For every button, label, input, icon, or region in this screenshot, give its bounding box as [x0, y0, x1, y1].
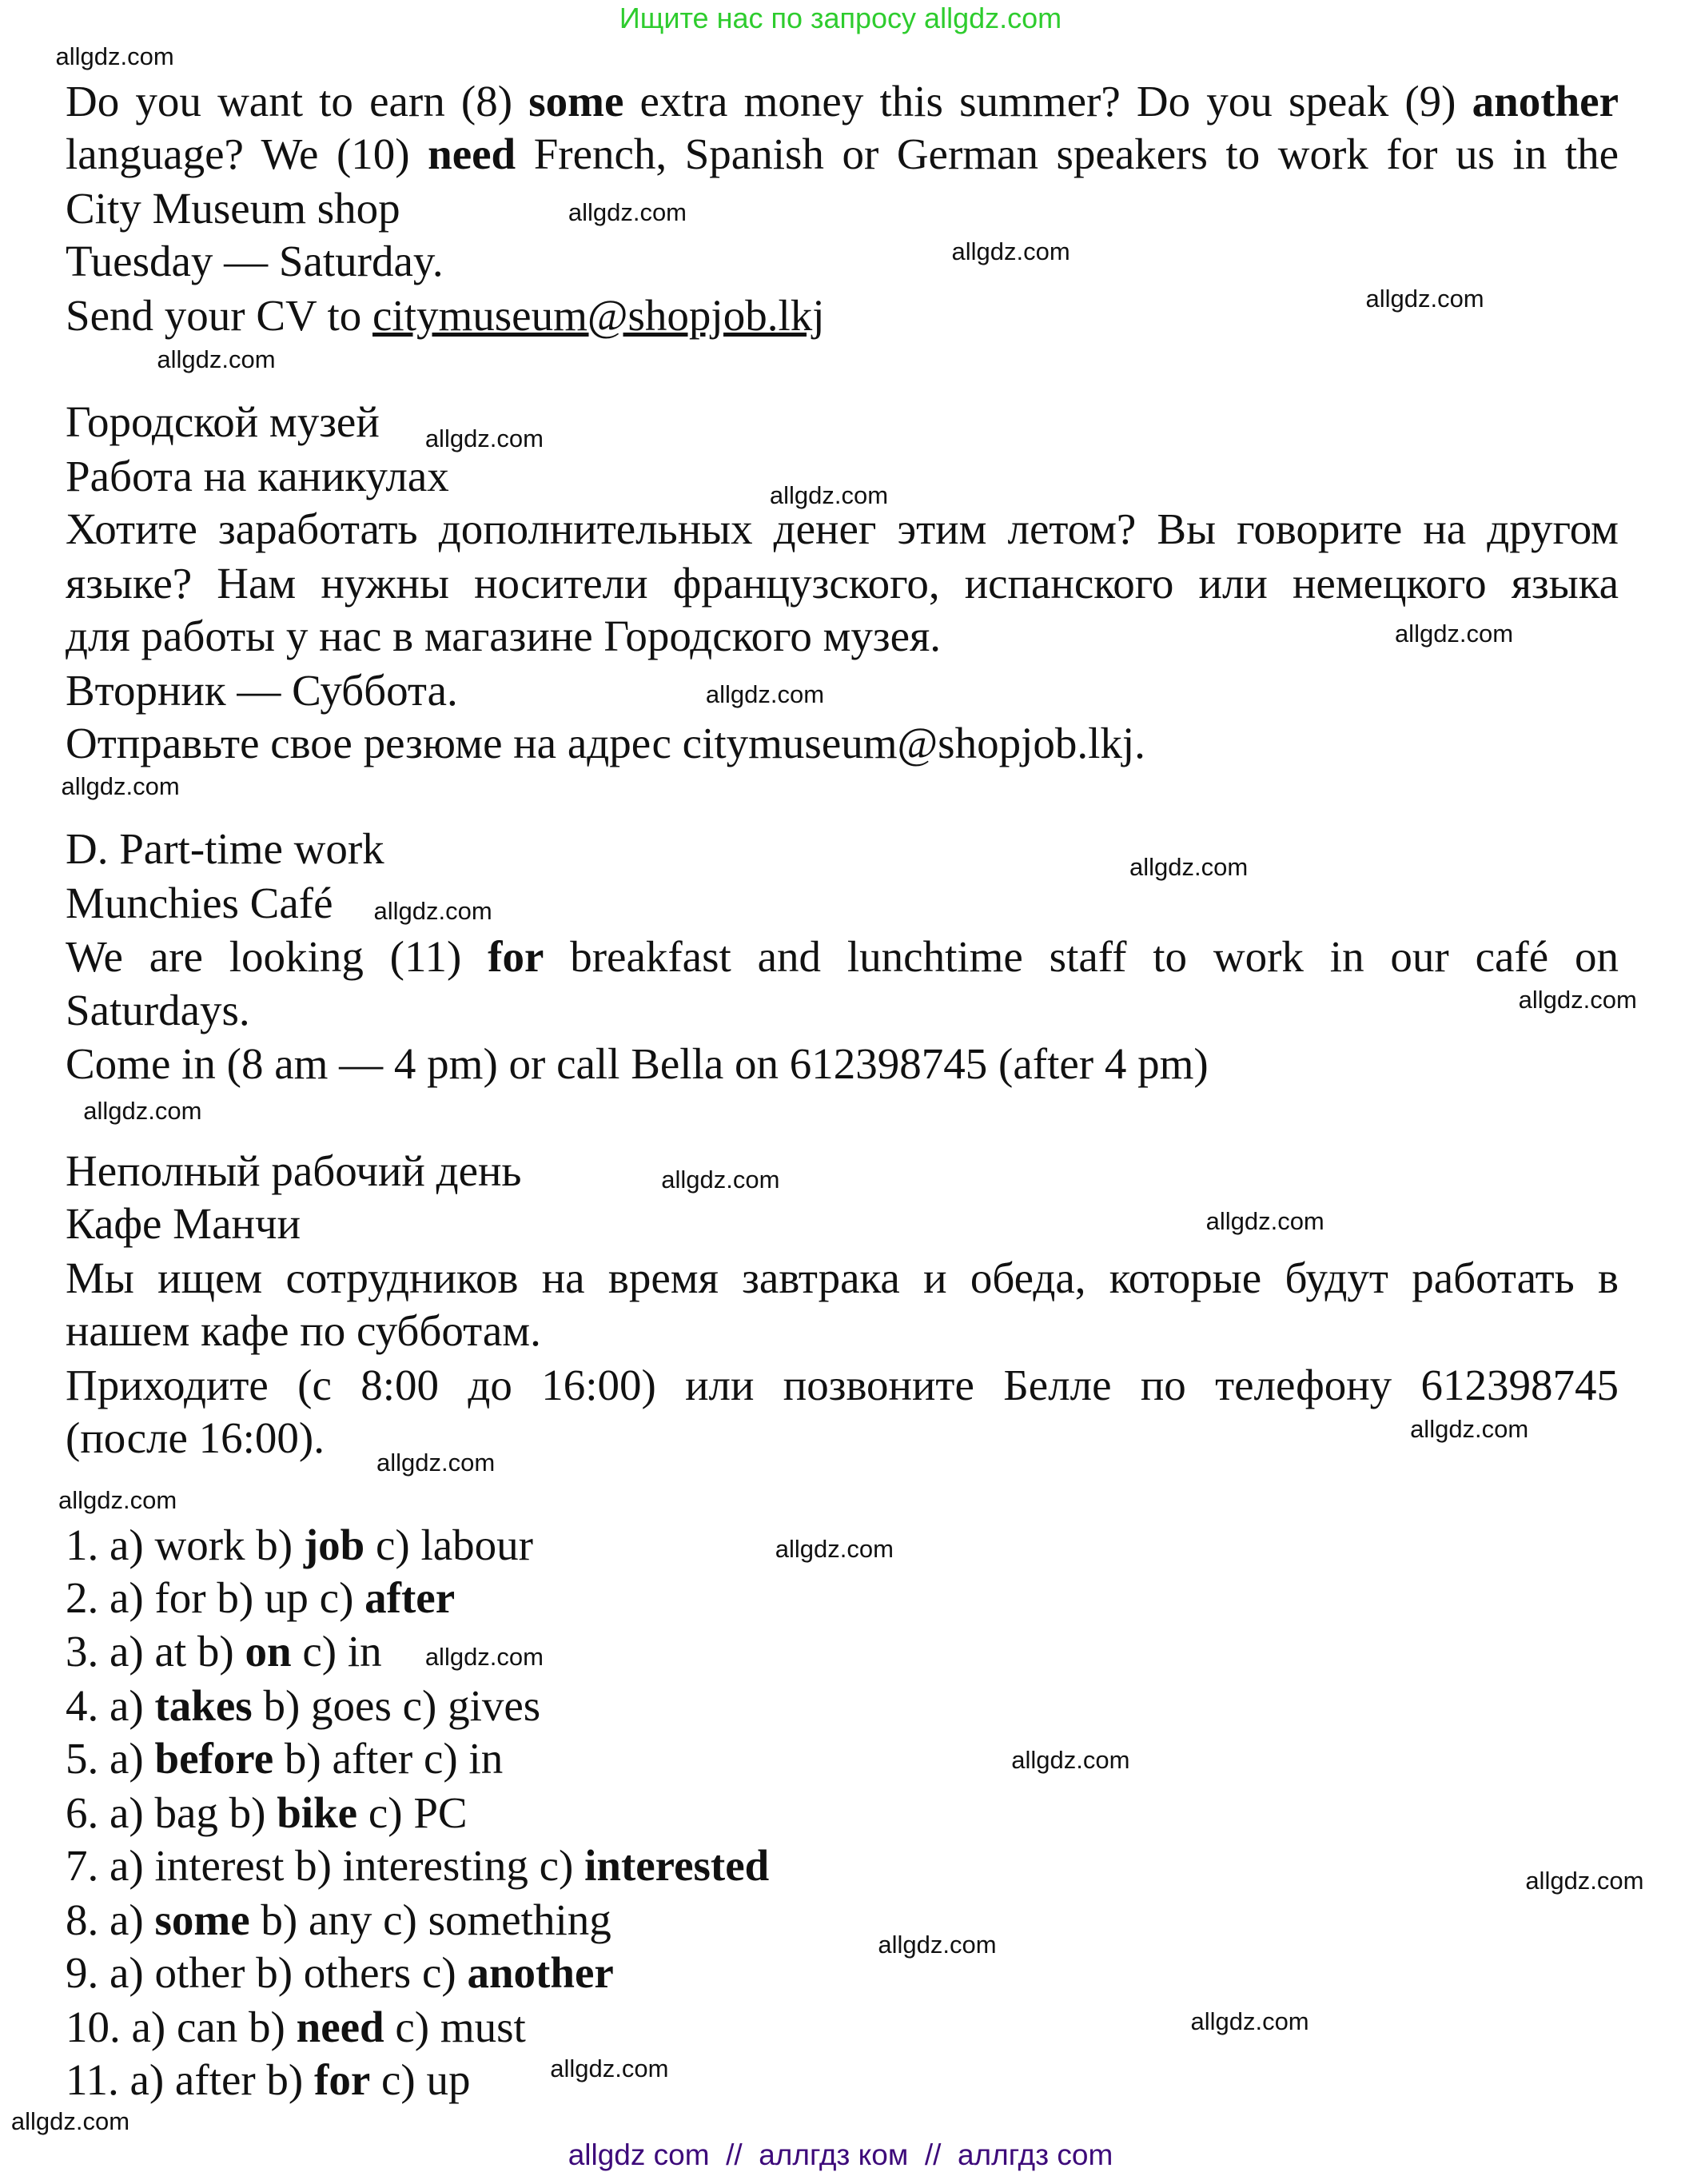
answer-bold: job [303, 1520, 365, 1569]
text-segment: Tuesday — Saturday. [66, 236, 444, 285]
watermark: allgdz.com [1205, 1206, 1324, 1235]
text-line [66, 717, 1145, 770]
watermark: allgdz.com [661, 1165, 780, 1194]
text-segment: Приходите (с 8:00 до 16:00) или позвоните Белле по телефону 612398745 [66, 1360, 1619, 1409]
text-line [66, 984, 250, 1037]
text-segment: b) any c) something [249, 1895, 611, 1944]
watermark: allgdz.com [951, 237, 1070, 265]
text-segment: для работы у нас в магазине Городского музея. [66, 612, 942, 660]
text-segment: language? We (10) [66, 129, 428, 178]
text-segment: Мы ищем сотрудников на время завтрака и обеда, которые будут работать в [66, 1253, 1619, 1302]
text-segment: c) must [384, 2002, 526, 2051]
text-line [66, 1894, 611, 1947]
text-segment: Do you want to earn (8) [66, 76, 529, 126]
text-segment: 3. a) at b) [66, 1627, 245, 1676]
answer-bold: on [245, 1627, 292, 1676]
watermark: allgdz.com [1190, 2007, 1309, 2035]
email-link[interactable]: citymuseum@shopjob.lkj [372, 290, 825, 340]
text-line [66, 1252, 1619, 1305]
text-segment: 1. a) work b) [66, 1520, 304, 1569]
watermark: allgdz.com [1129, 852, 1249, 881]
text-segment: c) labour [364, 1520, 533, 1569]
text-segment: 11. a) after b) [66, 2054, 314, 2104]
watermark: allgdz.com [157, 345, 276, 374]
text-segment: breakfast and lunchtime staff to work in our café on [544, 932, 1619, 982]
answer-bold: another [467, 1947, 614, 1997]
watermark: allgdz.com [775, 1534, 894, 1563]
watermark: allgdz.com [83, 1097, 202, 1126]
answer-bold: some [528, 76, 624, 126]
text-line [66, 877, 333, 930]
text-line [66, 664, 458, 717]
text-segment: Вторник — Суббота. [66, 665, 458, 715]
watermark: allgdz.com [373, 897, 492, 926]
text-line [66, 450, 449, 503]
watermark: allgdz.com [550, 2054, 669, 2082]
answer-bold: bike [277, 1788, 358, 1838]
text-line [66, 128, 1619, 181]
watermark: allgdz.com [1518, 986, 1637, 1014]
text-line [66, 289, 825, 342]
text-segment: c) up [370, 2054, 471, 2104]
text-segment: 5. a) [66, 1734, 155, 1783]
answer-bold: takes [154, 1681, 253, 1731]
watermark: allgdz.com [58, 1486, 177, 1515]
text-segment: We are looking (11) [66, 932, 488, 982]
text-line [66, 823, 384, 875]
text-segment: Отправьте свое резюме на адрес citymuseum@shopjob.lkj. [66, 718, 1145, 767]
watermark: allgdz.com [769, 481, 889, 510]
text-line [66, 1787, 468, 1839]
watermark: allgdz.com [10, 2106, 130, 2135]
text-line [66, 1625, 382, 1678]
watermark: allgdz.com [878, 1931, 997, 1959]
watermark: allgdz.com [61, 771, 180, 800]
text-segment: Кафе Манчи [66, 1199, 301, 1249]
text-line [66, 235, 444, 288]
text-line [66, 2054, 470, 2106]
text-line [66, 1519, 533, 1572]
text-line [66, 503, 1619, 556]
watermark: allgdz.com [424, 424, 544, 453]
text-segment: Come in (8 am — 4 pm) or call Bella on 612398745 (after 4 pm) [66, 1039, 1209, 1089]
text-segment: 9. a) other b) others c) [66, 1947, 468, 1997]
watermark: allgdz.com [1365, 284, 1484, 313]
text-segment: Send your CV to [66, 290, 373, 340]
answer-bold: interested [584, 1841, 770, 1891]
watermark: allgdz.com [55, 42, 174, 71]
text-line [66, 1732, 503, 1785]
watermark: allgdz.com [705, 680, 825, 708]
text-line [66, 1572, 455, 1624]
text-line [66, 1947, 614, 1999]
answer-bold: before [154, 1734, 274, 1783]
text-segment: c) in [291, 1627, 382, 1676]
text-segment: City Museum shop [66, 183, 400, 233]
answer-bold: after [364, 1572, 456, 1622]
text-line [66, 931, 1619, 983]
text-segment: Saturdays. [66, 985, 250, 1034]
text-segment: b) goes c) gives [252, 1681, 541, 1731]
answer-bold: for [488, 932, 544, 982]
text-segment: 7. a) interest b) interesting c) [66, 1841, 585, 1891]
text-segment: 10. a) can b) [66, 2002, 297, 2051]
text-segment: 2. a) for b) up c) [66, 1572, 365, 1622]
text-segment: Городской музей [66, 397, 380, 447]
header-banner[interactable]: Ищите нас по запросу allgdz.com [619, 2, 1062, 34]
text-segment: нашем кафе по субботам. [66, 1306, 541, 1355]
text-line [66, 1359, 1619, 1412]
text-segment: French, Spanish or German speakers to work for us in the [516, 129, 1619, 178]
text-line [66, 1038, 1209, 1090]
text-segment: extra money this summer? Do you speak (9) [623, 76, 1472, 126]
text-line [66, 1839, 769, 1892]
watermark: allgdz.com [568, 197, 687, 226]
text-line [66, 1412, 325, 1465]
text-line [66, 1305, 541, 1357]
text-segment: c) PC [357, 1788, 468, 1838]
watermark: allgdz.com [424, 1643, 544, 1672]
text-segment: Хотите заработать дополнительных денег этим летом? Вы говорите на другом [66, 504, 1619, 554]
footer-banner[interactable]: allgdz com // аллгдз ком // аллгдз com [568, 2138, 1113, 2171]
text-segment: языке? Нам нужны носители французского, испанского или немецкого языка [66, 558, 1619, 608]
text-line [66, 2001, 526, 2054]
answer-bold: need [296, 2002, 384, 2051]
text-line [66, 1198, 301, 1250]
text-line [66, 396, 380, 448]
text-segment: Неполный рабочий день [66, 1146, 522, 1196]
text-segment: 6. a) bag b) [66, 1788, 277, 1838]
text-line [66, 610, 941, 663]
text-segment: (после 16:00). [66, 1413, 325, 1462]
text-segment: Munchies Café [66, 878, 333, 927]
watermark: allgdz.com [1011, 1746, 1130, 1775]
answer-bold: another [1472, 76, 1619, 126]
answer-bold: for [314, 2054, 371, 2104]
text-line [66, 1680, 540, 1732]
text-segment: D. Part-time work [66, 823, 384, 873]
text-line [66, 557, 1619, 610]
answer-bold: some [154, 1895, 250, 1944]
text-segment: 8. a) [66, 1895, 155, 1944]
watermark: allgdz.com [376, 1449, 496, 1477]
watermark: allgdz.com [1525, 1867, 1644, 1895]
text-line [66, 75, 1619, 128]
text-segment: b) after c) in [273, 1734, 504, 1783]
answer-bold: need [428, 129, 516, 178]
text-segment: Работа на каникулах [66, 452, 449, 501]
watermark: allgdz.com [1394, 619, 1514, 648]
text-line [66, 1145, 522, 1198]
watermark: allgdz.com [1410, 1415, 1529, 1444]
text-segment: 4. a) [66, 1681, 155, 1731]
text-line [66, 182, 400, 235]
